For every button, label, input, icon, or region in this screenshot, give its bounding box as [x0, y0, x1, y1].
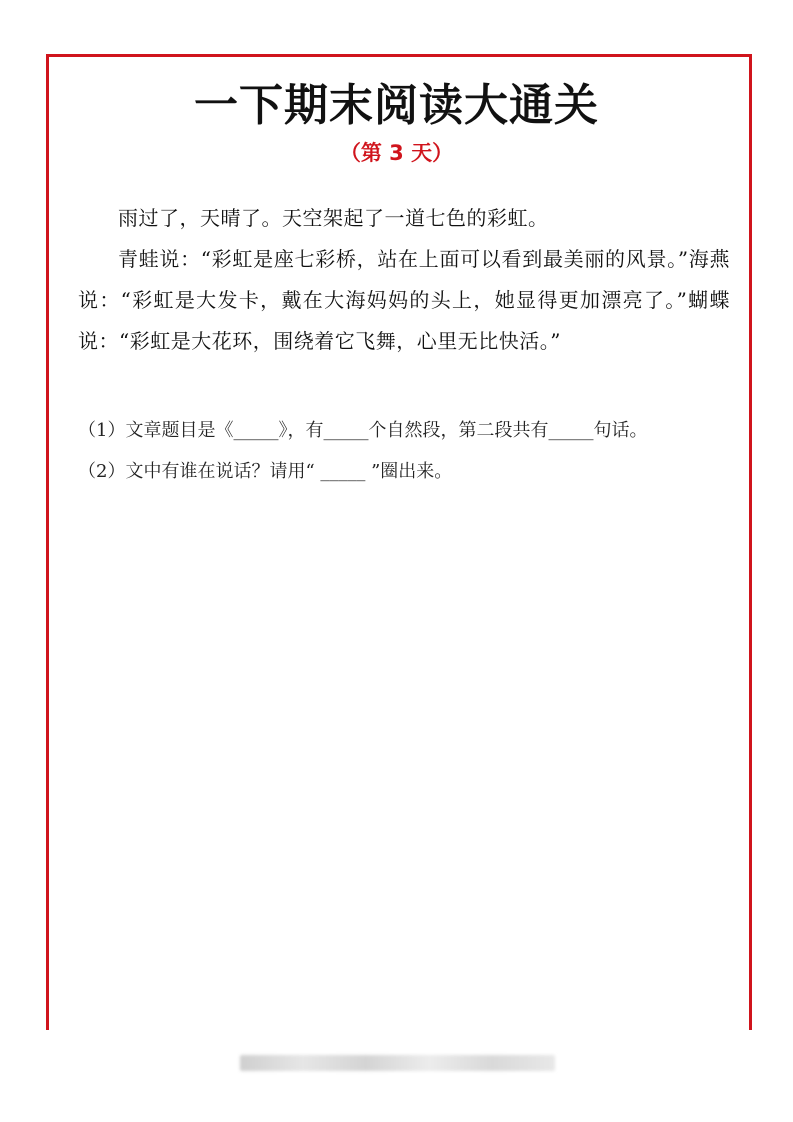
question-1: （1）文章题目是《_____》，有_____个自然段，第二段共有_____句话。 — [78, 420, 648, 441]
question-2: （2）文中有谁在说话？请用“ _____ ”圈出来。 — [78, 461, 453, 482]
day-subtitle: （第 3 天） — [339, 141, 454, 165]
passage-paragraph-2: 青蛙说：“彩虹是座七彩桥，站在上面可以看到最美丽的风景。”海燕说：“彩虹是大发卡，戴在大海妈妈的头上，她显得更加漂亮了。”蝴蝶说：“彩虹是大花环，围绕着它飞舞，心里无比快活。” — [78, 247, 730, 353]
page-title: 一下期末阅读大通关 — [194, 80, 599, 131]
blurred-footer-watermark — [240, 1055, 555, 1071]
passage-paragraph-1: 雨过了，天晴了。天空架起了一道七色的彩虹。 — [118, 206, 549, 230]
reading-passage — [78, 198, 730, 362]
question-list — [78, 410, 738, 492]
